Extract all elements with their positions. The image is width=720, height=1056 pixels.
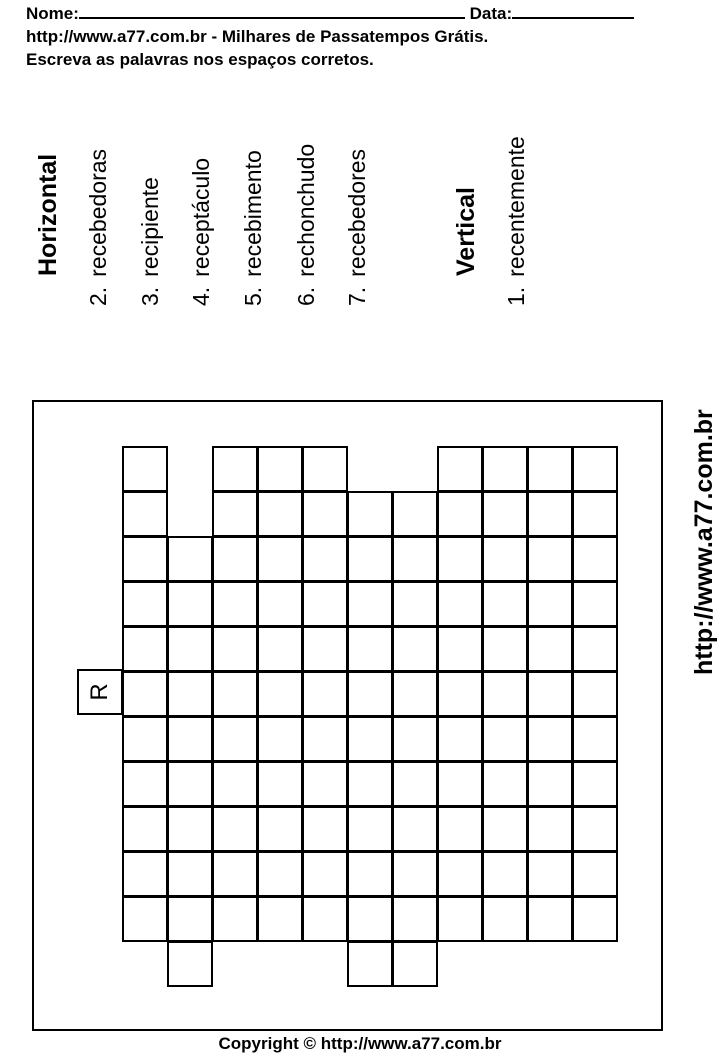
crossword-cell[interactable] [257, 896, 303, 942]
crossword-cell[interactable] [167, 626, 213, 672]
crossword-cell[interactable] [572, 716, 618, 762]
crossword-cell[interactable] [167, 806, 213, 852]
crossword-cell[interactable] [392, 761, 438, 807]
crossword-cell[interactable] [122, 581, 168, 627]
crossword-cell[interactable] [167, 671, 213, 717]
instructions: Escreva as palavras nos espaços corretos. [26, 50, 374, 69]
crossword-cell[interactable] [257, 851, 303, 897]
crossword-cell[interactable] [347, 941, 393, 987]
crossword-cell[interactable] [257, 581, 303, 627]
crossword-cell[interactable] [482, 581, 528, 627]
crossword-cell[interactable] [212, 716, 258, 762]
crossword-cell[interactable] [482, 896, 528, 942]
crossword-cell[interactable] [302, 671, 348, 717]
crossword-cell[interactable] [122, 671, 168, 717]
crossword-cell[interactable] [347, 716, 393, 762]
copyright: Copyright © http://www.a77.com.br [218, 1034, 502, 1053]
clue-horizontal-3: 3.recipiente [137, 177, 163, 306]
crossword-cell[interactable] [572, 446, 618, 492]
crossword-cell[interactable] [572, 671, 618, 717]
crossword-cell[interactable] [392, 671, 438, 717]
crossword-cell[interactable] [482, 626, 528, 672]
crossword-cell[interactable] [437, 581, 483, 627]
crossword-cell[interactable] [527, 806, 573, 852]
crossword-cell[interactable] [122, 806, 168, 852]
crossword-cell[interactable] [212, 626, 258, 672]
crossword-cell[interactable] [122, 491, 168, 537]
crossword-cell[interactable] [212, 491, 258, 537]
crossword-cell[interactable] [437, 626, 483, 672]
crossword-cell[interactable] [392, 941, 438, 987]
crossword-cell[interactable] [347, 581, 393, 627]
crossword-cell[interactable] [392, 536, 438, 582]
crossword-cell[interactable] [392, 896, 438, 942]
crossword-cell[interactable] [527, 716, 573, 762]
crossword-cell[interactable] [437, 716, 483, 762]
clue-vertical-1: 1.recentemente [503, 136, 529, 306]
crossword-cell[interactable] [572, 806, 618, 852]
crossword-cell[interactable] [527, 491, 573, 537]
crossword-cell[interactable] [392, 626, 438, 672]
crossword-cell[interactable] [212, 446, 258, 492]
crossword-cell[interactable] [167, 581, 213, 627]
clue-horizontal-7: 7.recebedores [344, 148, 370, 306]
crossword-cell[interactable] [482, 806, 528, 852]
crossword-cell[interactable] [122, 536, 168, 582]
crossword-cell[interactable] [302, 896, 348, 942]
crossword-cell[interactable] [122, 761, 168, 807]
crossword-cell-solution[interactable] [77, 669, 123, 715]
crossword-cell[interactable] [437, 806, 483, 852]
crossword-cell[interactable] [572, 896, 618, 942]
crossword-cell[interactable] [302, 581, 348, 627]
crossword-cell[interactable] [482, 716, 528, 762]
crossword-cell[interactable] [437, 491, 483, 537]
crossword-cell[interactable] [347, 896, 393, 942]
crossword-cell[interactable] [347, 491, 393, 537]
clue-horizontal-5: 5.recebimento [240, 150, 266, 306]
side-url: http://www.a77.com.br [690, 409, 718, 675]
crossword-cell[interactable] [167, 851, 213, 897]
crossword-cell[interactable] [572, 626, 618, 672]
crossword-cell[interactable] [257, 761, 303, 807]
crossword-cell[interactable] [212, 671, 258, 717]
crossword-cell[interactable] [167, 536, 213, 582]
crossword-cell[interactable] [572, 851, 618, 897]
crossword-cell[interactable] [392, 491, 438, 537]
crossword-cell[interactable] [347, 671, 393, 717]
crossword-cell[interactable] [527, 761, 573, 807]
crossword-cell[interactable] [302, 536, 348, 582]
site-tagline: http://www.a77.com.br - Milhares de Passatempos Grátis. [26, 27, 489, 46]
crossword-cell[interactable] [257, 671, 303, 717]
horizontal-heading: Horizontal [34, 153, 62, 276]
crossword-cell[interactable] [302, 806, 348, 852]
crossword-cell[interactable] [482, 446, 528, 492]
crossword-cell[interactable] [167, 761, 213, 807]
crossword-cell[interactable] [347, 536, 393, 582]
clue-horizontal-6: 6.rechonchudo [293, 143, 319, 306]
crossword-cell[interactable] [122, 851, 168, 897]
crossword-cell[interactable] [527, 851, 573, 897]
crossword-cell[interactable] [392, 716, 438, 762]
crossword-cell[interactable] [212, 806, 258, 852]
crossword-cell[interactable] [437, 536, 483, 582]
crossword-cell[interactable] [527, 671, 573, 717]
date-label: Data: [469, 4, 513, 23]
name-label: Nome: [26, 4, 79, 23]
crossword-cell[interactable] [527, 536, 573, 582]
crossword-cell[interactable] [167, 896, 213, 942]
crossword-cell[interactable] [572, 536, 618, 582]
crossword-cell[interactable] [392, 806, 438, 852]
crossword-cell[interactable] [167, 941, 213, 987]
crossword-cell[interactable] [572, 761, 618, 807]
crossword-cell[interactable] [257, 446, 303, 492]
crossword-cell[interactable] [347, 806, 393, 852]
crossword-cell[interactable] [437, 446, 483, 492]
solution-letter: R [86, 683, 113, 701]
crossword-cell[interactable] [257, 716, 303, 762]
crossword-cell[interactable] [482, 491, 528, 537]
crossword-cell[interactable] [347, 761, 393, 807]
crossword-cell[interactable] [257, 491, 303, 537]
crossword-cell[interactable] [257, 536, 303, 582]
crossword-cell[interactable] [122, 716, 168, 762]
crossword-cell[interactable] [302, 626, 348, 672]
crossword-cell[interactable] [392, 851, 438, 897]
crossword-cell[interactable] [257, 806, 303, 852]
crossword-cell[interactable] [527, 896, 573, 942]
crossword-cell[interactable] [212, 851, 258, 897]
crossword-cell[interactable] [212, 581, 258, 627]
crossword-cell[interactable] [302, 761, 348, 807]
crossword-cell[interactable] [482, 671, 528, 717]
crossword-cell[interactable] [212, 761, 258, 807]
crossword-cell[interactable] [572, 491, 618, 537]
crossword-cell[interactable] [302, 716, 348, 762]
vertical-heading: Vertical [452, 187, 480, 276]
crossword-cell[interactable] [302, 446, 348, 492]
crossword-cell[interactable] [347, 851, 393, 897]
crossword-cell[interactable] [392, 581, 438, 627]
crossword-cell[interactable] [437, 896, 483, 942]
crossword-cell[interactable] [482, 851, 528, 897]
crossword-cell[interactable] [122, 626, 168, 672]
crossword-cell[interactable] [437, 851, 483, 897]
crossword-cell[interactable] [572, 581, 618, 627]
crossword-cell[interactable] [302, 851, 348, 897]
clue-horizontal-2: 2.recebedoras [85, 148, 111, 306]
crossword-cell[interactable] [257, 626, 303, 672]
crossword-cell[interactable] [212, 896, 258, 942]
crossword-cell[interactable] [347, 626, 393, 672]
crossword-cell[interactable] [302, 491, 348, 537]
crossword-cell[interactable] [122, 446, 168, 492]
crossword-cell[interactable] [122, 896, 168, 942]
crossword-cell[interactable] [482, 761, 528, 807]
crossword-cell[interactable] [527, 446, 573, 492]
crossword-cell[interactable] [482, 536, 528, 582]
crossword-cell[interactable] [437, 671, 483, 717]
crossword-cell[interactable] [212, 536, 258, 582]
clue-horizontal-4: 4.receptáculo [188, 157, 214, 306]
crossword-cell[interactable] [527, 581, 573, 627]
crossword-cell[interactable] [167, 716, 213, 762]
crossword-cell[interactable] [437, 761, 483, 807]
crossword-cell[interactable] [527, 626, 573, 672]
